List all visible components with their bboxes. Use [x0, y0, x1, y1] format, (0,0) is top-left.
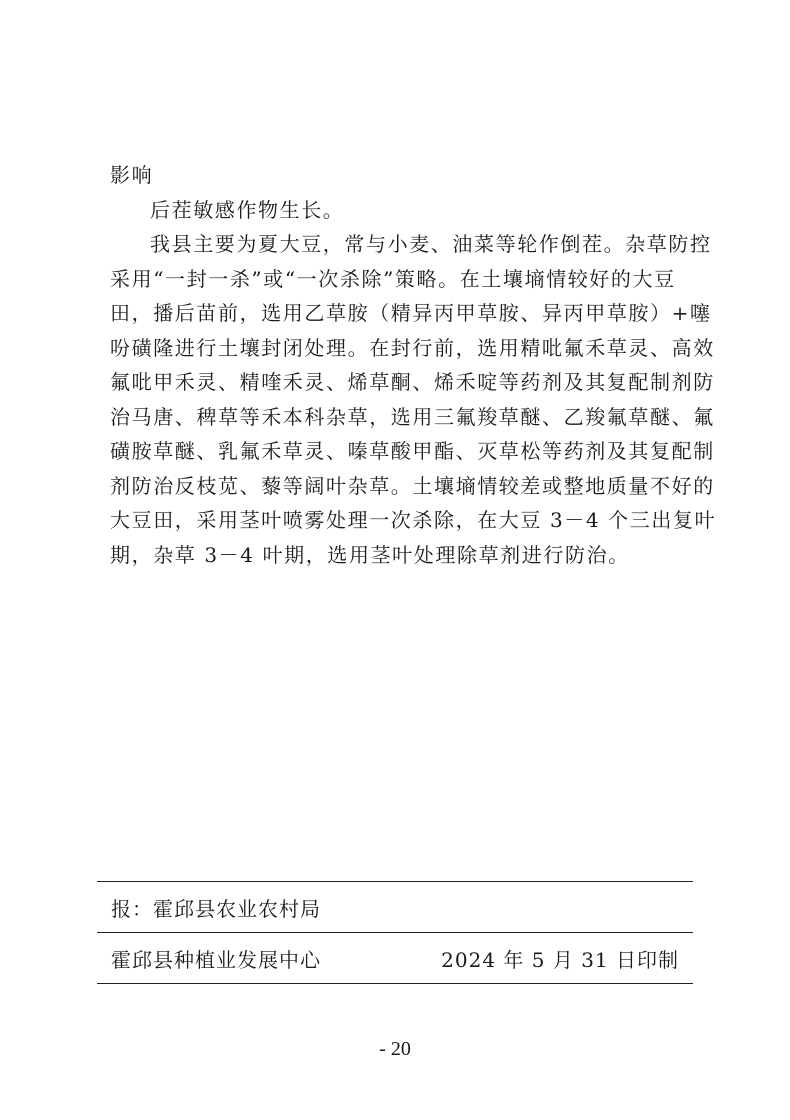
body-line: 后茬敏感作物生长。	[150, 197, 345, 222]
report-to-text: 报：霍邱县农业农村局	[111, 896, 321, 921]
body-line: 我县主要为夏大豆，常与小麦、油菜等轮作倒茬。杂草防控	[150, 232, 712, 256]
distribution-footer	[97, 881, 693, 984]
issuer-row	[97, 933, 693, 983]
footer-bottom-rule	[97, 983, 693, 984]
body-text	[110, 158, 717, 572]
report-to-row	[97, 882, 693, 932]
issuer-name: 霍邱县种植业发展中心	[111, 947, 321, 972]
print-date: 2024 年 5 月 31 日印制	[441, 947, 679, 972]
body-line: 剂防治反枝苋、藜等阔叶杂草。土壤墒情较差或整地质量不好的	[110, 473, 715, 498]
body-line: 磺胺草醚、乳氟禾草灵、嗪草酸甲酯、灭草松等药剂及其复配制	[110, 439, 715, 463]
page-number: - 20	[379, 1038, 411, 1060]
body-line: 影响	[110, 163, 154, 187]
body-line: 田，播后苗前，选用乙草胺（精异丙甲草胺、异丙甲草胺）+噻	[110, 301, 712, 325]
body-line: 期，杂草 3－4 叶期，选用茎叶处理除草剂进行防治。	[110, 542, 630, 567]
body-line: 吩磺隆进行土壤封闭处理。在封行前，选用精吡氟禾草灵、高效	[110, 335, 715, 360]
body-line: 氟吡甲禾灵、精喹禾灵、烯草酮、烯禾啶等药剂及其复配制剂防	[110, 370, 715, 394]
body-line: 大豆田，采用茎叶喷雾处理一次杀除，在大豆 3－4 个三出复叶	[110, 508, 717, 532]
body-line: 采用“一封一杀”或“一次杀除”策略。在土壤墒情较好的大豆	[110, 266, 676, 291]
body-line: 治马唐、稗草等禾本科杂草，选用三氟羧草醚、乙羧氟草醚、氟	[110, 404, 715, 429]
